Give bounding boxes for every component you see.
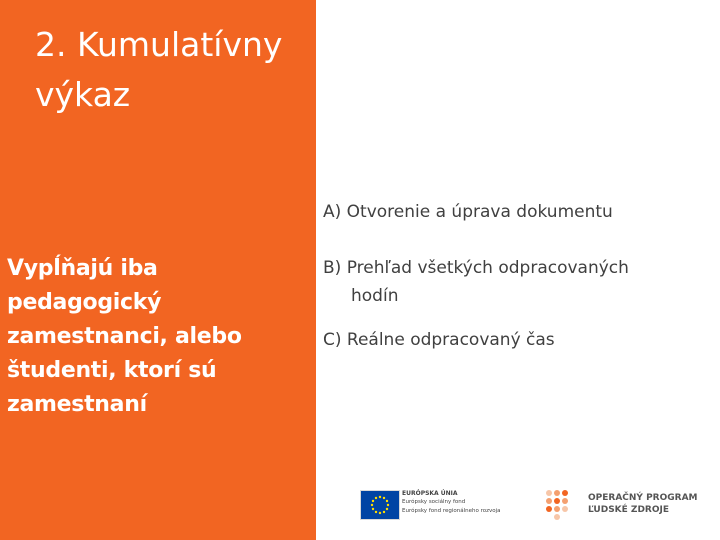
list-item [323, 198, 718, 226]
list-item-c-label: C) Reálne odpracovaný čas [323, 330, 555, 350]
operational-program-text [588, 492, 718, 516]
list-item-b-label: B) Prehľad všetkých odpracovaných [323, 258, 629, 278]
list-item-b-continuation: hodín [351, 286, 399, 306]
eu-line-2: Európsky fond regionálneho rozvoja [402, 508, 501, 514]
operational-program-logo-icon [546, 490, 576, 520]
op-line-2: ĽUDSKÉ ZDROJE [588, 505, 670, 515]
list-item-a-label: A) Otvorenie a úprava dokumentu [323, 202, 613, 222]
eu-flag-icon [360, 490, 400, 520]
eu-text-block [402, 489, 522, 516]
op-line-1: OPERAČNÝ PROGRAM [588, 493, 698, 503]
list-item [323, 326, 718, 354]
eu-line-1: Európsky sociálny fond [402, 499, 466, 505]
list-item [323, 254, 718, 310]
footer-logos [358, 486, 718, 526]
left-description: Vypĺňajú iba pedagogický zamestnanci, alebo študenti, ktorí sú zamestnaní [7, 256, 242, 417]
orange-side-panel [0, 0, 316, 540]
eu-title: EURÓPSKA ÚNIA [402, 490, 458, 497]
content-list [323, 198, 718, 354]
slide-title: 2. Kumulatívny výkaz [35, 25, 283, 114]
eu-stars-icon [361, 491, 399, 519]
